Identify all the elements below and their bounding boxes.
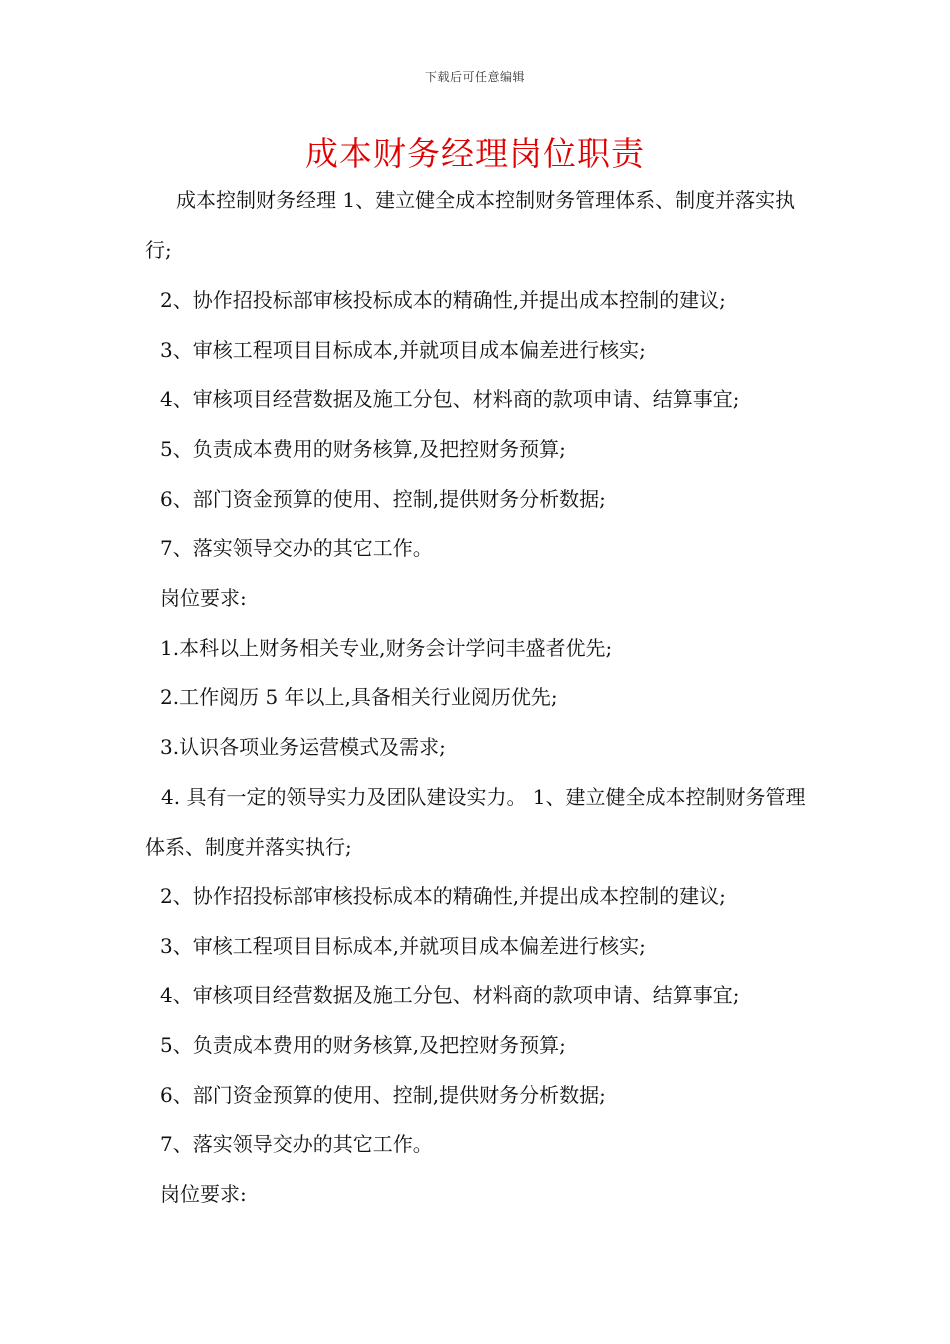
duty-item: 6、部门资金预算的使用、控制,提供财务分析数据;: [160, 1083, 606, 1107]
requirement-item: 3.认识各项业务运营模式及需求;: [160, 735, 446, 759]
duty-item: 2、协作招投标部审核投标成本的精确性,并提出成本控制的建议;: [160, 288, 726, 312]
document-title: 成本财务经理岗位职责: [305, 134, 645, 173]
duty-item: 5、负责成本费用的财务核算,及把控财务预算;: [160, 437, 566, 461]
requirement-item: 1.本科以上财务相关专业,财务会计学问丰盛者优先;: [160, 636, 613, 660]
duty-item: 6、部门资金预算的使用、控制,提供财务分析数据;: [160, 487, 606, 511]
duty-item: 7、落实领导交办的其它工作。: [160, 536, 433, 560]
requirement-item-wrapped: 4. 具有一定的领导实力及团队建设实力。 1、建立健全成本控制财务管理体系、制度并落实执行;: [145, 785, 806, 859]
intro-paragraph: 成本控制财务经理 1、建立健全成本控制财务管理体系、制度并落实执行;: [145, 188, 796, 262]
header-note: 下载后可任意编辑: [424, 70, 525, 84]
requirements-heading: 岗位要求:: [160, 1182, 247, 1206]
duty-item: 2、协作招投标部审核投标成本的精确性,并提出成本控制的建议;: [160, 884, 726, 908]
duty-item: 3、审核工程项目目标成本,并就项目成本偏差进行核实;: [160, 338, 646, 362]
duty-item: 4、审核项目经营数据及施工分包、材料商的款项申请、结算事宜;: [160, 983, 740, 1007]
duty-item: 4、审核项目经营数据及施工分包、材料商的款项申请、结算事宜;: [160, 387, 740, 411]
requirements-heading: 岗位要求:: [160, 586, 247, 610]
requirement-item: 2.工作阅历 5 年以上,具备相关行业阅历优先;: [160, 685, 558, 709]
duty-item: 7、落实领导交办的其它工作。: [160, 1132, 433, 1156]
duty-item: 3、审核工程项目目标成本,并就项目成本偏差进行核实;: [160, 934, 646, 958]
duty-item: 5、负责成本费用的财务核算,及把控财务预算;: [160, 1033, 566, 1057]
